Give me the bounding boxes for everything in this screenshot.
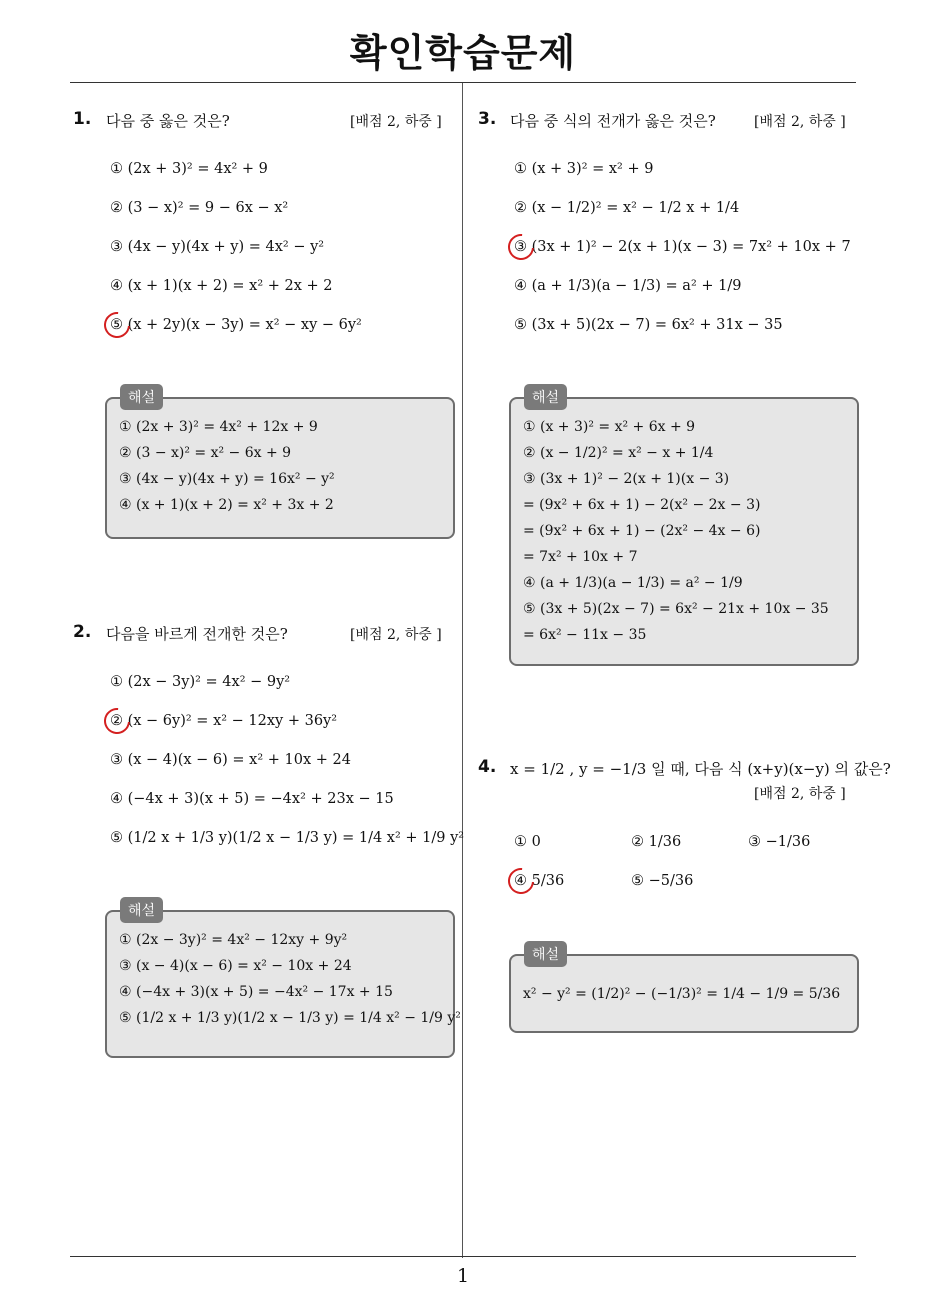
solution-line: ⑤ (1/2 x + 1/3 y)(1/2 x − 1/3 y) = 1/4 x² − 1/9 y² bbox=[119, 1010, 461, 1026]
question-text: x = 1/2 , y = −1/3 일 때, 다음 식 (x+y)(x−y) 의 값은? bbox=[510, 760, 891, 778]
solution-line: = 6x² − 11x − 35 bbox=[523, 627, 647, 643]
bottom-divider bbox=[70, 1256, 856, 1257]
choice-2[interactable]: ② 1/36 bbox=[631, 834, 682, 850]
question-number: 1. bbox=[73, 109, 92, 129]
question-meta: [배점 2, 하중 ] bbox=[350, 627, 442, 643]
solution-tag: 해설 bbox=[120, 897, 163, 923]
question-number: 3. bbox=[478, 109, 497, 129]
solution-line: ① (x + 3)² = x² + 6x + 9 bbox=[523, 419, 696, 435]
choice-5[interactable]: ⑤ −5/36 bbox=[631, 873, 694, 889]
solution-line: ② (3 − x)² = x² − 6x + 9 bbox=[119, 445, 292, 461]
choice-4[interactable]: ④ (−4x + 3)(x + 5) = −4x² + 23x − 15 bbox=[110, 791, 394, 807]
question-meta: [배점 2, 하중 ] bbox=[350, 114, 442, 130]
solution-line: x² − y² = (1/2)² − (−1/3)² = 1/4 − 1/9 = 5/36 bbox=[523, 986, 841, 1002]
question-number: 4. bbox=[478, 757, 497, 777]
solution-line: = 7x² + 10x + 7 bbox=[523, 549, 638, 565]
answer-mark-icon bbox=[503, 863, 540, 900]
choice-5[interactable]: ⑤ (1/2 x + 1/3 y)(1/2 x − 1/3 y) = 1/4 x² + 1/9 y² bbox=[110, 830, 465, 846]
question-meta: [배점 2, 하중 ] bbox=[754, 114, 846, 130]
solution-line: ① (2x + 3)² = 4x² + 12x + 9 bbox=[119, 419, 318, 435]
solution-tag: 해설 bbox=[120, 384, 163, 410]
solution-line: ④ (x + 1)(x + 2) = x² + 3x + 2 bbox=[119, 497, 334, 513]
question-text: 다음을 바르게 전개한 것은? bbox=[106, 625, 288, 643]
choice-2[interactable]: ② (x − 1/2)² = x² − 1/2 x + 1/4 bbox=[514, 200, 740, 216]
solution-line: = (9x² + 6x + 1) − 2(x² − 2x − 3) bbox=[523, 497, 761, 513]
question-meta: [배점 2, 하중 ] bbox=[754, 786, 846, 802]
choice-4[interactable]: ④ (x + 1)(x + 2) = x² + 2x + 2 bbox=[110, 278, 333, 294]
solution-line: ④ (−4x + 3)(x + 5) = −4x² − 17x + 15 bbox=[119, 984, 393, 1000]
question-text: 다음 중 식의 전개가 옳은 것은? bbox=[510, 112, 716, 130]
solution-line: = (9x² + 6x + 1) − (2x² − 4x − 6) bbox=[523, 523, 761, 539]
choice-5[interactable]: ⑤ (3x + 5)(2x − 7) = 6x² + 31x − 35 bbox=[514, 317, 783, 333]
answer-mark-icon bbox=[99, 307, 136, 344]
choice-3[interactable]: ③ −1/36 bbox=[748, 834, 811, 850]
choice-1[interactable]: ① (2x − 3y)² = 4x² − 9y² bbox=[110, 674, 291, 690]
page-number: 1 bbox=[456, 1265, 470, 1287]
question-number: 2. bbox=[73, 622, 92, 642]
solution-line: ⑤ (3x + 5)(2x − 7) = 6x² − 21x + 10x − 35 bbox=[523, 601, 829, 617]
choice-3[interactable]: ③ (x − 4)(x − 6) = x² + 10x + 24 bbox=[110, 752, 351, 768]
top-divider bbox=[70, 82, 856, 83]
choice-4[interactable]: ④ (a + 1/3)(a − 1/3) = a² + 1/9 bbox=[514, 278, 742, 294]
solution-line: ③ (4x − y)(4x + y) = 16x² − y² bbox=[119, 471, 335, 487]
choice-3[interactable]: ③ (3x + 1)² − 2(x + 1)(x − 3) = 7x² + 10x + 7 bbox=[514, 239, 851, 255]
choice-2[interactable]: ② (3 − x)² = 9 − 6x − x² bbox=[110, 200, 289, 216]
choice-2[interactable]: ② (x − 6y)² = x² − 12xy + 36y² bbox=[110, 713, 338, 729]
solution-line: ③ (3x + 1)² − 2(x + 1)(x − 3) bbox=[523, 471, 730, 487]
choice-1[interactable]: ① (2x + 3)² = 4x² + 9 bbox=[110, 161, 268, 177]
choice-1[interactable]: ① (x + 3)² = x² + 9 bbox=[514, 161, 654, 177]
choice-4[interactable]: ④ 5/36 bbox=[514, 873, 565, 889]
solution-line: ② (x − 1/2)² = x² − x + 1/4 bbox=[523, 445, 714, 461]
solution-line: ③ (x − 4)(x − 6) = x² − 10x + 24 bbox=[119, 958, 352, 974]
answer-mark-icon bbox=[99, 703, 136, 740]
solution-tag: 해설 bbox=[524, 941, 567, 967]
question-text: 다음 중 옳은 것은? bbox=[106, 112, 230, 130]
column-divider bbox=[462, 83, 463, 1258]
choice-3[interactable]: ③ (4x − y)(4x + y) = 4x² − y² bbox=[110, 239, 325, 255]
solution-line: ④ (a + 1/3)(a − 1/3) = a² − 1/9 bbox=[523, 575, 743, 591]
solution-tag: 해설 bbox=[524, 384, 567, 410]
choice-1[interactable]: ① 0 bbox=[514, 834, 541, 850]
solution-box bbox=[105, 910, 461, 1058]
solution-box bbox=[509, 397, 859, 666]
page-title: 확인학습문제 bbox=[349, 31, 577, 75]
choice-5[interactable]: ⑤ (x + 2y)(x − 3y) = x² − xy − 6y² bbox=[110, 317, 362, 333]
answer-mark-icon bbox=[503, 229, 540, 266]
solution-line: ① (2x − 3y)² = 4x² − 12xy + 9y² bbox=[119, 932, 348, 948]
solution-box bbox=[105, 397, 455, 539]
